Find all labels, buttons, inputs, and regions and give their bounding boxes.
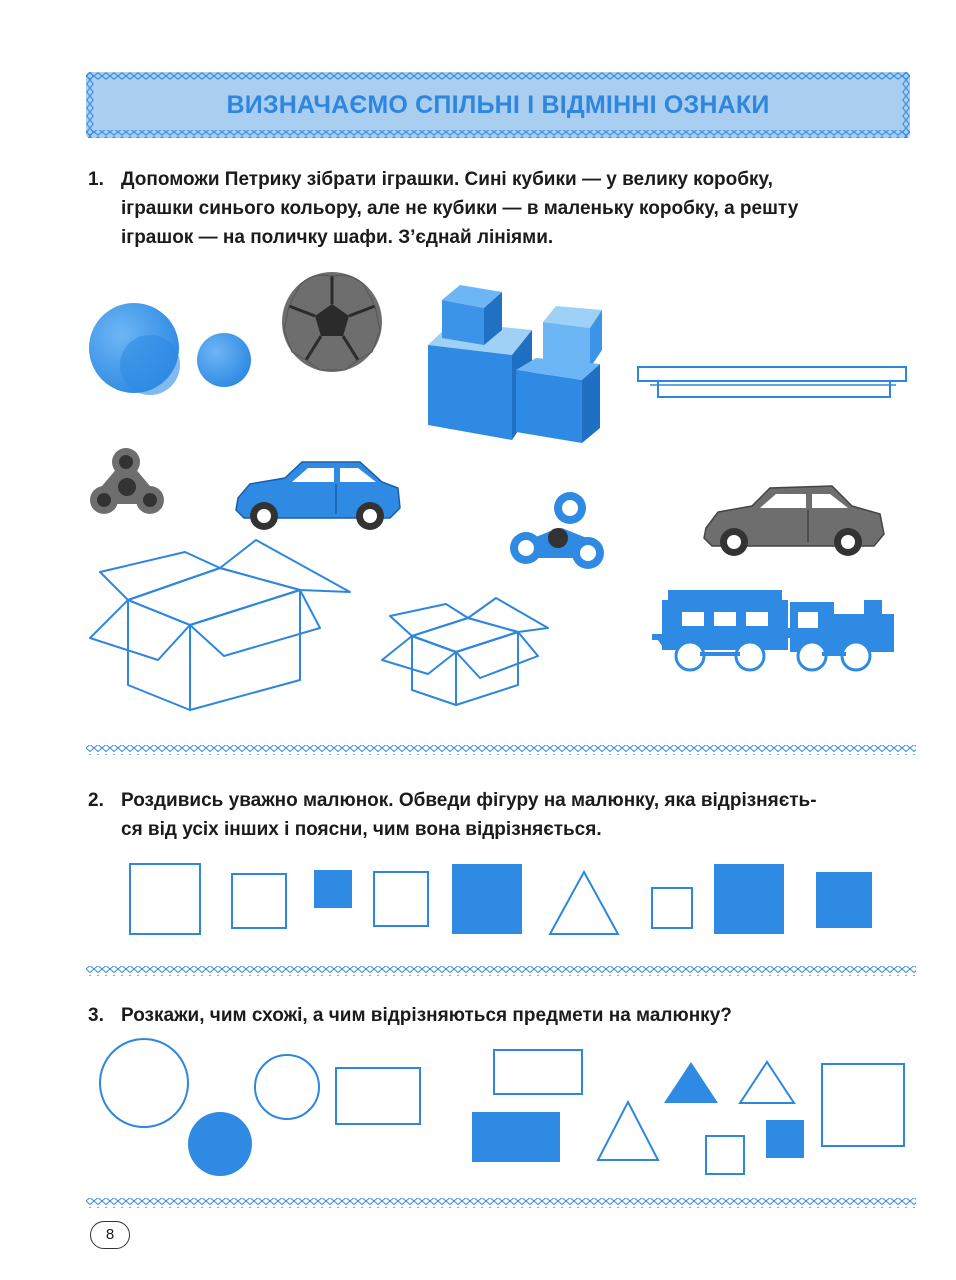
task-2-line-1: Роздивись уважно малюнок. Обведи фігуру на малюнку, яка відрізняєть-: [121, 790, 817, 811]
triangle-filled: [664, 1062, 718, 1103]
task-3: [88, 1001, 918, 1033]
task-3-line-1: Розкажи, чим схожі, а чим відрізняються предмети на малюнку?: [121, 1005, 732, 1026]
square-outline-large: [822, 1064, 904, 1146]
square-filled-medium: [816, 872, 872, 928]
task-2-line-2: ся від усіх інших і поясни, чим вона відрізняється.: [121, 819, 602, 840]
square-outline-small: [706, 1136, 744, 1174]
task-1-line-3: іграшок — на поличку шафи. З’єднай лініями.: [121, 227, 554, 248]
task-1-line-2: іграшки синього кольору, але не кубики — в маленьку коробку, а решту: [121, 198, 799, 219]
small-blue-ball-toy: [197, 333, 251, 387]
task-2-shapes: [0, 850, 956, 940]
shelf: [638, 367, 906, 397]
blue-spinner-toy: [510, 492, 604, 569]
task-3-shapes: [0, 1040, 956, 1190]
square-outline-small: [652, 888, 692, 928]
blue-train-toy: [652, 590, 894, 670]
rectangle-outline: [336, 1068, 420, 1124]
blue-car-toy: [236, 462, 400, 530]
small-box: [382, 598, 548, 705]
square-filled-small: [314, 870, 352, 908]
square-filled-large: [452, 864, 522, 934]
task-2-number: 2.: [88, 790, 104, 811]
square-filled-large: [714, 864, 784, 934]
big-blue-ball-toy: [89, 303, 180, 395]
circle-filled: [188, 1112, 252, 1176]
divider-2: [86, 964, 916, 978]
soccer-ball-toy: [282, 272, 382, 372]
task-1-line-1: Допоможи Петрику зібрати іграшки. Сині кубики — у велику коробку,: [121, 169, 773, 190]
triangle-outline-large: [598, 1102, 658, 1160]
page-number: 8: [90, 1221, 130, 1249]
page-title: ВИЗНАЧАЄМО СПІЛЬНІ І ВІДМІННІ ОЗНАКИ: [226, 91, 770, 119]
gray-spinner-toy: [90, 448, 164, 514]
square-outline-medium: [374, 872, 428, 926]
triangle-outline: [550, 872, 618, 934]
divider-1: [86, 743, 916, 757]
rectangle-filled: [472, 1112, 560, 1162]
rectangle-outline-top: [494, 1050, 582, 1094]
divider-3: [86, 1196, 916, 1210]
triangle-outline-small: [740, 1062, 794, 1103]
task-1-number: 1.: [88, 169, 104, 190]
task-3-number: 3.: [88, 1005, 104, 1026]
circle-outline-large: [100, 1039, 188, 1127]
task-2: [88, 786, 918, 848]
circle-outline-small: [255, 1055, 319, 1119]
square-outline-large: [130, 864, 200, 934]
square-filled-small: [766, 1120, 804, 1158]
blue-cubes-toy: [428, 285, 602, 443]
big-box: [90, 540, 350, 710]
square-outline-medium: [232, 874, 286, 928]
gray-car-toy: [704, 486, 884, 556]
